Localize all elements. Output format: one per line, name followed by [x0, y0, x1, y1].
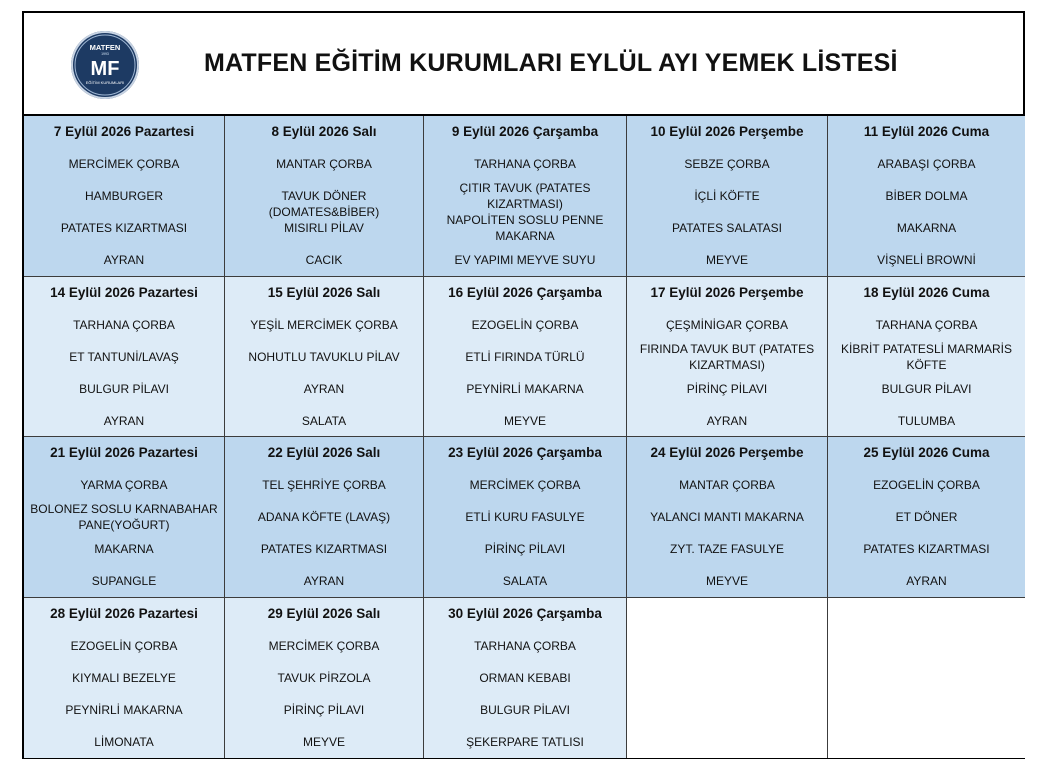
menu-item: TULUMBA	[897, 414, 956, 428]
day-cell	[24, 277, 225, 437]
menu-item: MEYVE	[503, 414, 546, 428]
menu-item: PİRİNÇ PİLAVI	[283, 703, 365, 717]
menu-item: TARHANA ÇORBA	[474, 157, 576, 171]
menu-item: YARMA ÇORBA	[80, 478, 168, 492]
menu-item: LİMONATA	[94, 735, 154, 749]
menu-grid	[24, 116, 1025, 758]
menu-item: MANTAR ÇORBA	[276, 157, 372, 171]
menu-item: ŞEKERPARE TATLISI	[466, 735, 584, 749]
menu-item: CACIK	[305, 253, 343, 267]
menu-item: PATATES KIZARTMASI	[260, 542, 388, 556]
day-cell	[424, 598, 627, 758]
day-date: 25 Eylül 2026 Cuma	[863, 445, 990, 460]
menu-item: TARHANA ÇORBA	[875, 318, 978, 332]
menu-item: AYRAN	[103, 414, 145, 428]
empty-day-cell	[627, 598, 828, 758]
menu-item: MAKARNA	[896, 221, 957, 235]
day-cell	[424, 116, 627, 277]
menu-item: AYRAN	[303, 382, 345, 396]
menu-item: ET TANTUNİ/LAVAŞ	[69, 350, 179, 364]
menu-item: AYRAN	[103, 253, 145, 267]
header	[24, 13, 1023, 116]
day-date: 10 Eylül 2026 Perşembe	[650, 124, 804, 139]
menu-item: MANTAR ÇORBA	[679, 478, 775, 492]
menu-item: PİRİNÇ PİLAVI	[484, 542, 566, 556]
menu-item: MEYVE	[302, 735, 345, 749]
menu-item: EZOGELİN ÇORBA	[70, 639, 178, 653]
menu-item: MERCİMEK ÇORBA	[469, 478, 581, 492]
menu-item: MAKARNA	[94, 542, 154, 556]
day-cell	[627, 277, 828, 437]
menu-item: ÇEŞMİNİGAR ÇORBA	[665, 318, 788, 332]
day-date: 29 Eylül 2026 Salı	[267, 606, 381, 621]
day-cell	[24, 437, 225, 598]
menu-item: TARHANA ÇORBA	[474, 639, 576, 653]
menu-item: EZOGELİN ÇORBA	[873, 478, 980, 492]
matfen-logo	[71, 31, 139, 99]
logo-bottom-text: EĞİTİM KURUMLARI	[85, 80, 125, 85]
day-cell	[225, 277, 424, 437]
day-cell	[828, 116, 1025, 277]
menu-item: PATATES SALATASI	[671, 221, 783, 235]
menu-item: BULGUR PİLAVI	[881, 382, 972, 396]
day-cell	[24, 598, 225, 758]
menu-item: SEBZE ÇORBA	[684, 157, 770, 171]
day-date: 22 Eylül 2026 Salı	[267, 445, 381, 460]
menu-item: BULGUR PİLAVI	[480, 703, 570, 717]
menu-item: TEL ŞEHRİYE ÇORBA	[262, 478, 386, 492]
logo-monogram: MF	[90, 58, 120, 80]
menu-item: ADANA KÖFTE (LAVAŞ)	[257, 510, 391, 524]
menu-item: PEYNİRLİ MAKARNA	[466, 382, 584, 396]
menu-item: AYRAN	[906, 574, 947, 588]
menu-item: MERCİMEK ÇORBA	[68, 157, 180, 171]
day-cell	[424, 277, 627, 437]
day-cell	[828, 437, 1025, 598]
menu-item: PATATES KIZARTMASI	[863, 542, 990, 556]
day-date: 17 Eylül 2026 Perşembe	[650, 285, 804, 300]
menu-item: BOLONEZ SOSLU KARNABAHAR PANE(YOĞURT)	[30, 502, 218, 532]
menu-item: SALATA	[502, 574, 548, 588]
day-date: 11 Eylül 2026 Cuma	[863, 124, 990, 139]
day-cell	[627, 437, 828, 598]
menu-item: HAMBURGER	[84, 189, 163, 203]
empty-day-cell	[828, 598, 1025, 758]
menu-item: EV YAPIMI MEYVE SUYU	[454, 253, 596, 267]
menu-item: ÇITIR TAVUK (PATATES KIZARTMASI)	[459, 181, 591, 211]
menu-item: SALATA	[301, 414, 347, 428]
menu-item: MEYVE	[705, 253, 748, 267]
menu-item: ET DÖNER	[895, 510, 958, 524]
menu-item: TAVUK DÖNER (DOMATES&BİBER)	[268, 189, 380, 219]
logo-year: 1993	[101, 52, 109, 56]
day-date: 8 Eylül 2026 Salı	[271, 124, 377, 139]
menu-item: TARHANA ÇORBA	[73, 318, 175, 332]
menu-item: ZYT. TAZE FASULYE	[669, 542, 785, 556]
day-date: 7 Eylül 2026 Pazartesi	[53, 124, 195, 139]
menu-item: AYRAN	[706, 414, 748, 428]
menu-item: BULGUR PİLAVI	[79, 382, 169, 396]
menu-item: MISIRLI PİLAV	[284, 221, 364, 235]
page-title: MATFEN EĞİTİM KURUMLARI EYLÜL AYI YEMEK LİSTESİ	[204, 49, 898, 77]
day-date: 15 Eylül 2026 Salı	[267, 285, 381, 300]
day-date: 9 Eylül 2026 Çarşamba	[451, 124, 599, 139]
menu-item: KIYMALI BEZELYE	[72, 671, 176, 685]
day-date: 30 Eylül 2026 Çarşamba	[448, 606, 602, 621]
day-date: 23 Eylül 2026 Çarşamba	[448, 445, 602, 460]
logo-emblem-icon	[71, 31, 139, 99]
menu-item: NOHUTLU TAVUKLU PİLAV	[248, 350, 400, 364]
menu-item: ETLİ KURU FASULYE	[465, 510, 585, 524]
menu-item: MERCİMEK ÇORBA	[268, 639, 380, 653]
menu-item: SUPANGLE	[91, 574, 157, 588]
day-date: 28 Eylül 2026 Pazartesi	[50, 606, 198, 621]
day-date: 16 Eylül 2026 Çarşamba	[448, 285, 602, 300]
menu-item: NAPOLİTEN SOSLU PENNE MAKARNA	[446, 213, 604, 243]
menu-item: TAVUK PİRZOLA	[277, 671, 371, 685]
day-cell	[424, 437, 627, 598]
menu-item: ARABAŞI ÇORBA	[877, 157, 976, 171]
day-date: 24 Eylül 2026 Perşembe	[650, 445, 804, 460]
menu-item: ORMAN KEBABI	[479, 671, 571, 685]
day-cell	[225, 437, 424, 598]
day-date: 18 Eylül 2026 Cuma	[863, 285, 990, 300]
menu-item: İÇLİ KÖFTE	[694, 189, 760, 203]
day-cell	[225, 116, 424, 277]
menu-item: EZOGELİN ÇORBA	[471, 318, 579, 332]
menu-item: FIRINDA TAVUK BUT (PATATES KIZARTMASI)	[639, 342, 815, 372]
menu-item: MEYVE	[705, 574, 748, 588]
day-cell	[627, 116, 828, 277]
menu-item: PİRİNÇ PİLAVI	[686, 382, 768, 396]
day-cell	[828, 277, 1025, 437]
day-cell	[225, 598, 424, 758]
day-cell	[24, 116, 225, 277]
menu-item: VİŞNELİ BROWNİ	[877, 253, 976, 267]
menu-item: PATATES KIZARTMASI	[60, 221, 188, 235]
menu-item: AYRAN	[303, 574, 345, 588]
menu-item: KİBRİT PATATESLİ MARMARİS KÖFTE	[841, 342, 1012, 372]
menu-item: BİBER DOLMA	[885, 189, 968, 203]
day-date: 14 Eylül 2026 Pazartesi	[50, 285, 198, 300]
menu-item: YEŞİL MERCİMEK ÇORBA	[250, 318, 398, 332]
logo-top-text: MATFEN	[89, 43, 121, 52]
menu-sheet	[22, 11, 1025, 759]
day-date: 21 Eylül 2026 Pazartesi	[50, 445, 198, 460]
menu-item: PEYNİRLİ MAKARNA	[65, 703, 183, 717]
menu-item: ETLİ FIRINDA TÜRLÜ	[465, 350, 585, 364]
menu-item: YALANCI MANTI MAKARNA	[650, 510, 804, 524]
